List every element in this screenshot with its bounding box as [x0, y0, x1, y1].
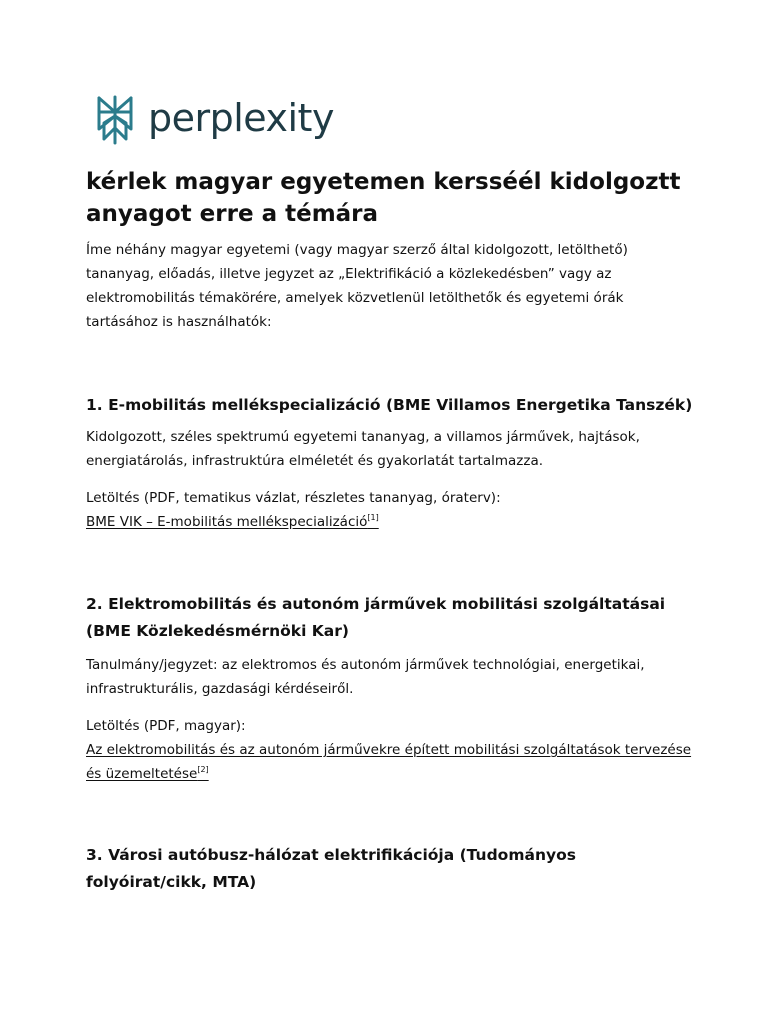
section-1-download-link[interactable]: [86, 514, 379, 530]
section-2-download-link[interactable]: [86, 742, 691, 782]
section-2-download: [86, 714, 696, 786]
section-1-download: [86, 486, 696, 534]
section-2-heading: 2. Elektromobilitás és autonóm járművek mobilitási szolgáltatásai (BME Közlekedésmérnöki Kar): [86, 595, 666, 640]
section-2-download-label: Letöltés (PDF, magyar):: [86, 718, 246, 734]
intro-paragraph: Íme néhány magyar egyetemi (vagy magyar szerző által kidolgozott, letölthető) tananyag, előadás, illetve jegyzet az „Elektrifikáció a közlekedésben” vagy az elektromobilitás témakörére, amelyek közvetlenül letölthetők és egyetemi órák tartásához is használhatók:: [86, 242, 628, 330]
section-1-description: Kidolgozott, széles spektrumú egyetemi tananyag, a villamos járművek, hajtások, energiatárolás, infrastruktúra elméletét és gyakorlatát tartalmazza.: [86, 429, 640, 469]
section-1-link-text[interactable]: BME VIK – E-mobilitás mellékspecializáció: [86, 514, 368, 530]
section-2-description: Tanulmány/jegyzet: az elektromos és autonóm járművek technológiai, energetikai, infrastrukturális, gazdasági kérdéseiről.: [86, 657, 645, 697]
section-1-download-label: Letöltés (PDF, tematikus vázlat, részletes tananyag, óraterv):: [86, 490, 501, 506]
section-1-citation[interactable]: [1]: [367, 512, 379, 522]
section-2-link-text[interactable]: Az elektromobilitás és az autonóm járművekre épített mobilitási szolgáltatások tervezése és üzemeltetése: [86, 742, 692, 782]
page-title: kérlek magyar egyetemen kersséél kidolgoztt anyagot erre a témára: [86, 169, 681, 227]
perplexity-logo: [94, 94, 334, 146]
perplexity-logo-icon: [94, 95, 136, 145]
section-2-citation[interactable]: [2]: [197, 764, 209, 774]
logo-wordmark: perplexity: [148, 96, 334, 140]
section-1-heading: 1. E-mobilitás mellékspecializáció (BME Villamos Energetika Tanszék): [86, 396, 693, 414]
section-3-heading: 3. Városi autóbusz-hálózat elektrifikációja (Tudományos folyóirat/cikk, MTA): [86, 846, 576, 891]
